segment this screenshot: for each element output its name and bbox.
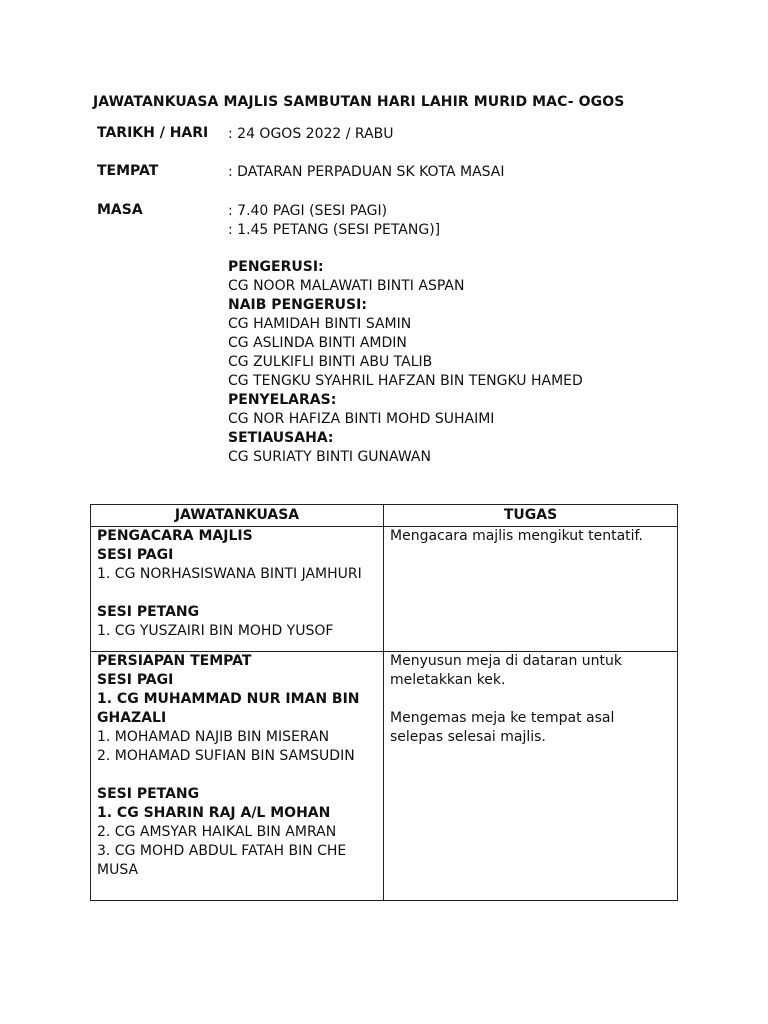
- committee-table: [90, 504, 678, 901]
- pengerusi-label: PENGERUSI:: [228, 259, 324, 275]
- naib-pengerusi-name: CG TENGKU SYAHRIL HAFZAN BIN TENGKU HAMED: [228, 373, 583, 389]
- committee-title: PERSIAPAN TEMPAT: [97, 653, 252, 669]
- tugas-text: Mengemas meja ke tempat asal selepas selesai majlis.: [390, 710, 615, 745]
- member-name: 1. MOHAMAD NAJIB BIN MISERAN: [97, 729, 330, 745]
- naib-pengerusi-label: NAIB PENGERUSI:: [228, 297, 367, 313]
- sesi-pagi-label: SESI PAGI: [97, 672, 174, 688]
- header-jawatankuasa: JAWATANKUASA: [91, 505, 384, 527]
- masa-pagi: : 7.40 PAGI (SESI PAGI): [228, 203, 388, 219]
- table-row: [91, 652, 678, 901]
- member-name: 1. CG SHARIN RAJ A/L MOHAN: [97, 805, 331, 821]
- tempat-label: TEMPAT: [97, 163, 159, 179]
- tarikh-value: : 24 OGOS 2022 / RABU: [228, 126, 394, 142]
- tarikh-label: TARIKH / HARI: [97, 125, 209, 141]
- member-name: 2. MOHAMAD SUFIAN BIN SAMSUDIN: [97, 748, 355, 764]
- tugas-text: Mengacara majlis mengikut tentatif.: [390, 528, 643, 544]
- naib-pengerusi-name: CG ASLINDA BINTI AMDIN: [228, 335, 407, 351]
- committee-cell: [91, 652, 384, 901]
- page-title: JAWATANKUASA MAJLIS SAMBUTAN HARI LAHIR MURID MAC- OGOS: [93, 94, 625, 110]
- setiausaha-label: SETIAUSAHA:: [228, 430, 334, 446]
- table-row: [91, 527, 678, 652]
- officers-list: [228, 258, 583, 467]
- table-header-row: [91, 505, 678, 527]
- header-tugas: TUGAS: [384, 505, 678, 527]
- masa-label: MASA: [97, 202, 143, 218]
- setiausaha-name: CG SURIATY BINTI GUNAWAN: [228, 449, 431, 465]
- tugas-text: Menyusun meja di dataran untuk meletakkan kek.: [390, 653, 623, 688]
- committee-cell: [91, 527, 384, 652]
- masa-value: [228, 202, 440, 240]
- committee-title: PENGACARA MAJLIS: [97, 528, 253, 544]
- tugas-cell: [384, 527, 678, 652]
- tempat-value: : DATARAN PERPADUAN SK KOTA MASAI: [228, 164, 505, 180]
- tugas-cell: [384, 652, 678, 901]
- masa-petang: : 1.45 PETANG (SESI PETANG)]: [228, 222, 441, 238]
- member-name: 1. CG YUSZAIRI BIN MOHD YUSOF: [97, 623, 334, 639]
- naib-pengerusi-name: CG ZULKIFLI BINTI ABU TALIB: [228, 354, 433, 370]
- sesi-petang-label: SESI PETANG: [97, 786, 200, 802]
- member-name: 1. CG MUHAMMAD NUR IMAN BIN GHAZALI: [97, 691, 360, 726]
- member-name: 2. CG AMSYAR HAIKAL BIN AMRAN: [97, 824, 337, 840]
- member-name: 1. CG NORHASISWANA BINTI JAMHURI: [97, 566, 362, 582]
- member-name: 3. CG MOHD ABDUL FATAH BIN CHE MUSA: [97, 843, 347, 878]
- pengerusi-name: CG NOOR MALAWATI BINTI ASPAN: [228, 278, 465, 294]
- penyelaras-name: CG NOR HAFIZA BINTI MOHD SUHAIMI: [228, 411, 495, 427]
- sesi-petang-label: SESI PETANG: [97, 604, 200, 620]
- sesi-pagi-label: SESI PAGI: [97, 547, 174, 563]
- penyelaras-label: PENYELARAS:: [228, 392, 337, 408]
- naib-pengerusi-name: CG HAMIDAH BINTI SAMIN: [228, 316, 412, 332]
